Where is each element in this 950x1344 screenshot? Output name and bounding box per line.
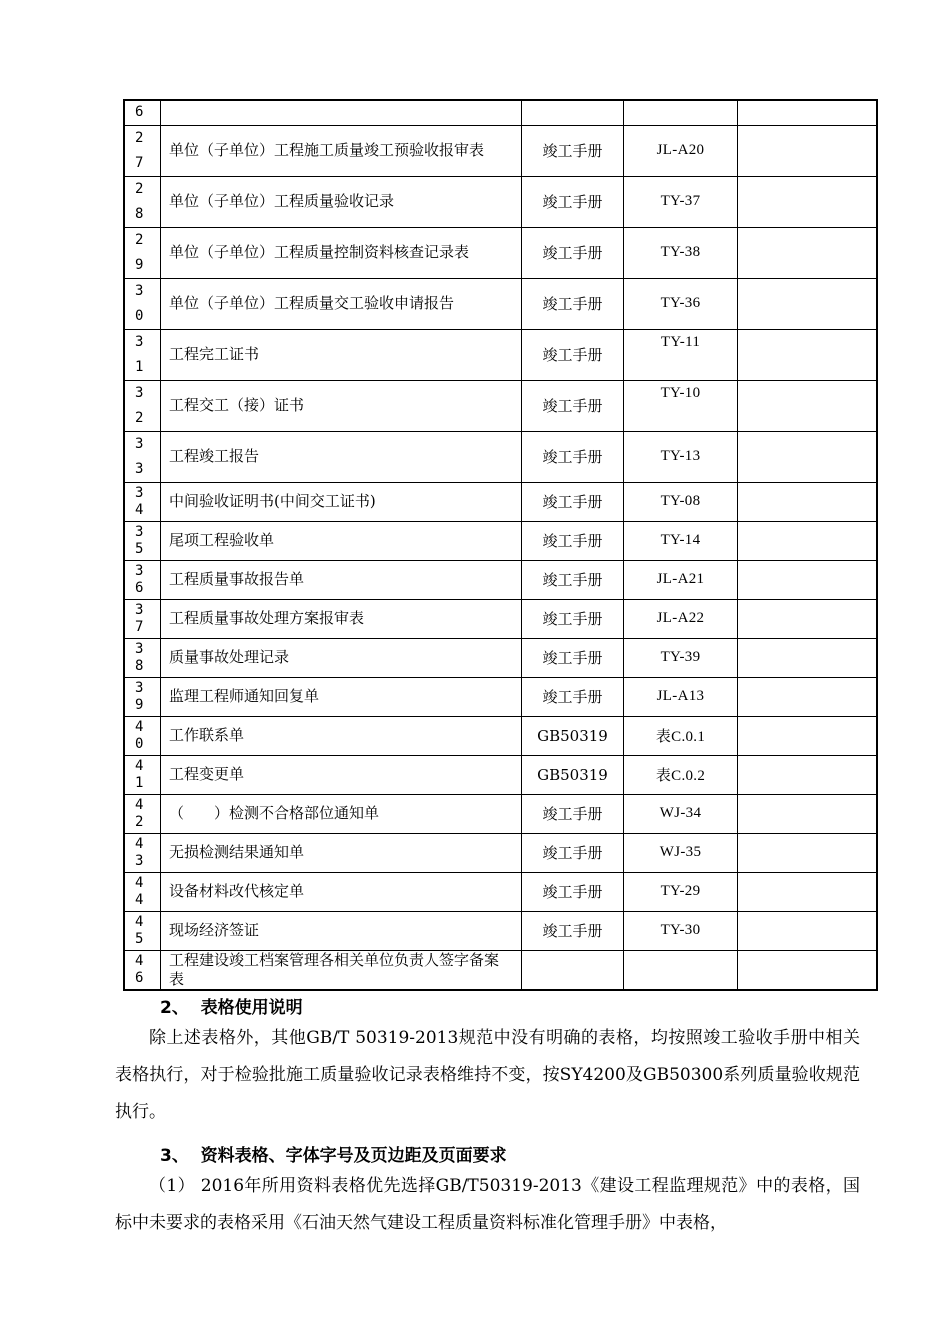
form-source-cell [522,100,624,125]
row-number-cell [124,380,161,431]
table-row [124,911,877,950]
row-number: 27 [135,129,144,171]
row-number-cell [124,872,161,911]
form-code: TY-11 [660,334,701,350]
row-number: 37 [135,601,144,635]
table-row [124,755,877,794]
table-row [124,227,877,278]
form-code: 表C.0.1 [655,729,706,745]
form-name-cell [161,638,522,677]
form-code: JL-A21 [656,571,705,587]
form-source-cell [522,833,624,872]
form-source: 竣工手册 [542,922,603,940]
form-name: 工程建设竣工档案管理各相关单位负责人签字备案表 [169,950,500,988]
table-row [124,278,877,329]
table-row [124,100,877,125]
remark-cell-cell [738,677,878,716]
form-code: TY-29 [660,883,701,899]
table-row [124,833,877,872]
form-source: 竣工手册 [542,142,603,160]
row-number: 41 [135,757,144,791]
form-code: TY-30 [660,922,701,938]
form-source-cell [522,482,624,521]
form-name: 设备材料改代核定单 [169,882,305,900]
table-row [124,431,877,482]
form-name-cell [161,431,522,482]
form-name: 单位（子单位）工程质量验收记录 [169,192,395,210]
section-2-paragraph: 除上述表格外，其他GB/T 50319-2013规范中没有明确的表格，均按照竣工验收手册中相关表格执行，对于检验批施工质量验收记录表格维持不变，按SY4200及GB50300系列质量验收规范执行。 [115,1028,860,1122]
form-source: GB50319 [537,765,608,784]
form-source: 竣工手册 [542,805,603,823]
form-name-cell [161,599,522,638]
form-source-cell [522,872,624,911]
form-name-cell [161,329,522,380]
form-code-cell [624,755,738,794]
table-row [124,794,877,833]
row-number: 44 [135,874,144,908]
row-number-cell [124,950,161,990]
form-code-cell [624,716,738,755]
row-number-cell [124,176,161,227]
remark-cell-cell [738,125,878,176]
form-code: JL-A13 [656,688,705,704]
form-source-cell [522,125,624,176]
form-name: 工程完工证书 [169,345,260,363]
form-name: 工程质量事故处理方案报审表 [169,609,365,627]
section-3-paragraph: （1） 2016年所用资料表格优先选择GB/T50319-2013《建设工程监理规范》中的表格，国标中未要求的表格采用《石油天然气建设工程质量资料标准化管理手册》中表格， [115,1176,860,1233]
row-number-cell [124,521,161,560]
form-code-cell [624,950,738,990]
row-number: 38 [135,640,144,674]
form-source: 竣工手册 [542,610,603,628]
form-name: 无损检测结果通知单 [169,843,305,861]
row-number-cell [124,100,161,125]
form-source: 竣工手册 [542,397,603,415]
row-number-cell [124,638,161,677]
form-code: TY-36 [660,295,701,311]
form-name-cell [161,100,522,125]
form-code-cell [624,638,738,677]
form-code: TY-39 [660,649,701,665]
form-code-cell [624,794,738,833]
remark-cell-cell [738,227,878,278]
form-source: 竣工手册 [542,883,603,901]
document-table [123,99,878,991]
remark-cell-cell [738,911,878,950]
remark-cell-cell [738,380,878,431]
form-code-cell [624,176,738,227]
form-name: 尾项工程验收单 [169,531,275,549]
form-code: WJ-34 [659,805,702,821]
row-number-cell [124,482,161,521]
table-row [124,716,877,755]
remark-cell-cell [738,638,878,677]
form-name-cell [161,176,522,227]
form-name-cell [161,482,522,521]
form-source: GB50319 [537,726,608,745]
row-number: 30 [135,282,144,324]
row-number-cell [124,431,161,482]
form-name: 监理工程师通知回复单 [169,687,320,705]
section-3-heading: 3、 资料表格、字体字号及页边距及页面要求 [160,1146,507,1166]
table-row [124,482,877,521]
table-row [124,329,877,380]
row-number: 34 [135,484,144,518]
remark-cell-cell [738,278,878,329]
row-number: 6 [135,104,144,121]
form-code-cell [624,100,738,125]
row-number: 39 [135,679,144,713]
table-row [124,176,877,227]
form-source-cell [522,755,624,794]
form-source: 竣工手册 [542,244,603,262]
table-row [124,638,877,677]
row-number: 31 [135,333,144,375]
form-code: TY-10 [660,385,701,401]
remark-cell-cell [738,329,878,380]
form-code-cell [624,431,738,482]
form-code-cell [624,599,738,638]
remark-cell-cell [738,431,878,482]
table-row [124,950,877,990]
form-name-cell [161,521,522,560]
form-code: 表C.0.2 [655,768,706,784]
row-number: 46 [135,952,144,986]
remark-cell-cell [738,950,878,990]
row-number-cell [124,329,161,380]
table-row [124,125,877,176]
form-name: 工程变更单 [169,765,245,783]
form-code-cell [624,278,738,329]
row-number-cell [124,677,161,716]
table-row [124,677,877,716]
row-number: 36 [135,562,144,596]
table-row [124,521,877,560]
remark-cell-cell [738,482,878,521]
form-code-cell [624,125,738,176]
row-number: 43 [135,835,144,869]
form-source: 竣工手册 [542,649,603,667]
form-source-cell [522,227,624,278]
table-row [124,560,877,599]
form-name-cell [161,833,522,872]
form-code-cell [624,482,738,521]
form-code: JL-A20 [656,142,705,158]
form-source-cell [522,380,624,431]
form-code-cell [624,677,738,716]
remark-cell-cell [738,100,878,125]
row-number-cell [124,599,161,638]
form-code: JL-A22 [656,610,705,626]
remark-cell-cell [738,560,878,599]
form-source-cell [522,794,624,833]
form-source-cell [522,716,624,755]
form-code: TY-37 [660,193,701,209]
row-number-cell [124,227,161,278]
form-source: 竣工手册 [542,571,603,589]
form-name: 工程竣工报告 [169,447,260,465]
form-source: 竣工手册 [542,193,603,211]
row-number-cell [124,125,161,176]
form-code: TY-38 [660,244,701,260]
form-source: 竣工手册 [542,346,603,364]
table-body [124,100,877,990]
table-row [124,599,877,638]
form-name-cell [161,125,522,176]
form-source: 竣工手册 [542,844,603,862]
remark-cell-cell [738,833,878,872]
row-number-cell [124,755,161,794]
form-source-cell [522,278,624,329]
form-name-cell [161,716,522,755]
row-number: 35 [135,523,144,557]
row-number: 33 [135,435,144,477]
form-code: WJ-35 [659,844,702,860]
row-number: 29 [135,231,144,273]
form-source-cell [522,911,624,950]
form-name-cell [161,560,522,599]
form-code-cell [624,521,738,560]
row-number: 40 [135,718,144,752]
form-name-cell [161,794,522,833]
form-code: TY-08 [660,493,701,509]
form-code: TY-14 [660,532,701,548]
form-name-cell [161,677,522,716]
form-name: （ ）检测不合格部位通知单 [169,804,380,822]
form-source-cell [522,431,624,482]
form-code-cell [624,833,738,872]
form-code-cell [624,380,738,431]
form-code-cell [624,227,738,278]
form-source-cell [522,176,624,227]
remark-cell-cell [738,599,878,638]
form-code-cell [624,329,738,380]
form-name-cell [161,872,522,911]
remark-cell-cell [738,755,878,794]
row-number: 45 [135,913,144,947]
form-name-cell [161,755,522,794]
form-source: 竣工手册 [542,688,603,706]
form-name: 单位（子单位）工程质量交工验收申请报告 [169,294,455,312]
row-number: 28 [135,180,144,222]
form-name-cell [161,950,522,990]
row-number-cell [124,716,161,755]
form-source-cell [522,329,624,380]
form-name-cell [161,380,522,431]
form-source: 竣工手册 [542,493,603,511]
section-2-heading: 2、 表格使用说明 [160,998,303,1018]
row-number-cell [124,278,161,329]
form-code-cell [624,560,738,599]
form-source-cell [522,560,624,599]
form-source-cell [522,521,624,560]
form-code-cell [624,911,738,950]
form-name: 中间验收证明书(中间交工证书) [169,492,376,510]
form-source: 竣工手册 [542,295,603,313]
form-name: 工程质量事故报告单 [169,570,305,588]
form-name: 工作联系单 [169,726,245,744]
form-code: TY-13 [660,448,701,464]
form-name-cell [161,911,522,950]
table-row [124,380,877,431]
form-name: 质量事故处理记录 [169,648,290,666]
row-number: 32 [135,384,144,426]
form-code-cell [624,872,738,911]
row-number-cell [124,833,161,872]
row-number: 42 [135,796,144,830]
row-number-cell [124,560,161,599]
remark-cell-cell [738,872,878,911]
form-source: 竣工手册 [542,448,603,466]
remark-cell-cell [738,716,878,755]
row-number-cell [124,911,161,950]
table-row [124,872,877,911]
form-source: 竣工手册 [542,532,603,550]
form-name: 单位（子单位）工程施工质量竣工预验收报审表 [169,141,485,159]
form-source-cell [522,677,624,716]
remark-cell-cell [738,521,878,560]
form-name: 现场经济签证 [169,921,260,939]
form-name-cell [161,278,522,329]
row-number-cell [124,794,161,833]
remark-cell-cell [738,794,878,833]
form-source-cell [522,950,624,990]
remark-cell-cell [738,176,878,227]
form-name: 工程交工（接）证书 [169,396,305,414]
form-source-cell [522,638,624,677]
form-name: 单位（子单位）工程质量控制资料核查记录表 [169,243,470,261]
form-source-cell [522,599,624,638]
form-name-cell [161,227,522,278]
